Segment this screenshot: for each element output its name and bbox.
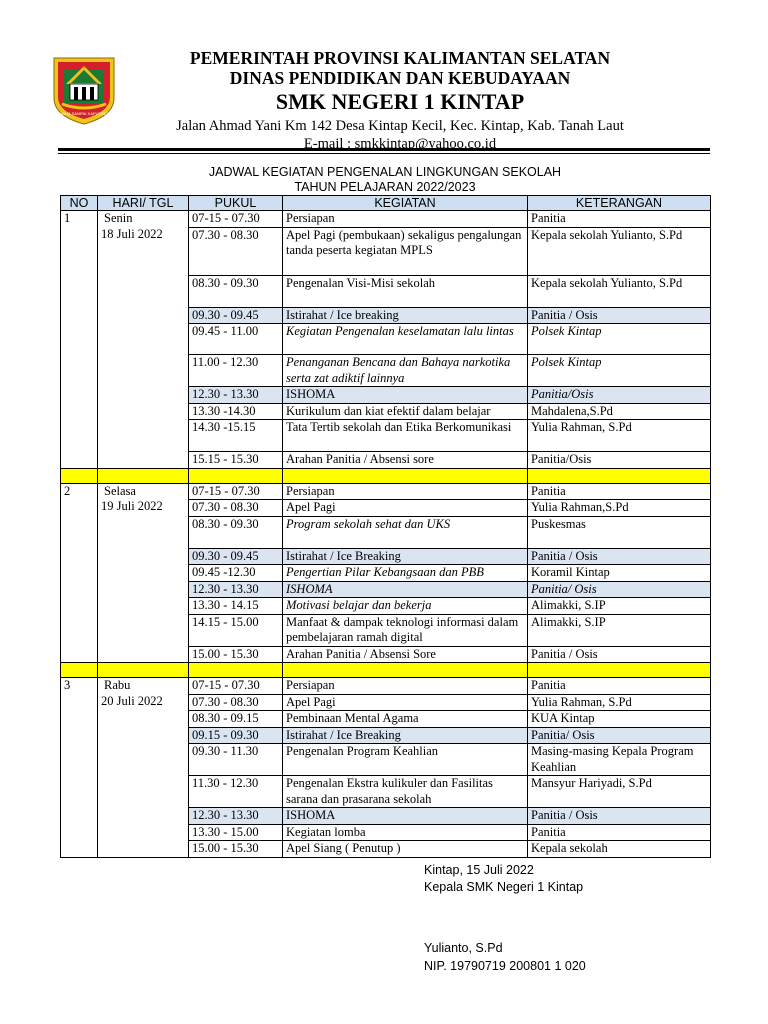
- day-date-cell: [98, 483, 189, 663]
- activity-cell: ISHOMA: [283, 387, 528, 404]
- separator-cell: [528, 663, 711, 678]
- time-cell: 08.30 - 09.30: [189, 516, 283, 548]
- activity-cell: Motivasi belajar dan bekerja: [283, 598, 528, 615]
- time-cell: 07-15 - 07.30: [189, 211, 283, 228]
- time-cell: 14.30 -15.15: [189, 420, 283, 452]
- time-cell: 09.30 - 09.45: [189, 548, 283, 565]
- day-date: 18 Juli 2022: [101, 226, 163, 241]
- activity-cell: Arahan Panitia / Absensi Sore: [283, 646, 528, 663]
- activity-cell: Persiapan: [283, 678, 528, 695]
- separator-cell: [61, 468, 98, 483]
- time-cell: 12.30 - 13.30: [189, 581, 283, 598]
- activity-cell: Kegiatan Pengenalan keselamatan lalu lintas: [283, 324, 528, 355]
- note-cell: KUA Kintap: [528, 711, 711, 728]
- signature-position: Kepala SMK Negeri 1 Kintap: [424, 880, 584, 894]
- signature-name: Yulianto, S.Pd: [424, 941, 503, 955]
- time-cell: 07-15 - 07.30: [189, 483, 283, 500]
- separator-cell: [528, 468, 711, 483]
- time-cell: 09.30 - 09.45: [189, 307, 283, 324]
- header-time: PUKUL: [189, 196, 283, 211]
- activity-cell: Persiapan: [283, 211, 528, 228]
- note-cell: Panitia/ Osis: [528, 727, 711, 744]
- time-cell: 12.30 - 13.30: [189, 387, 283, 404]
- header-no: NO: [61, 196, 98, 211]
- time-cell: 15.00 - 15.30: [189, 841, 283, 858]
- schedule-table: [60, 195, 711, 858]
- activity-cell: Pengenalan Ekstra kulikuler dan Fasilitas sarana dan prasarana sekolah: [283, 776, 528, 808]
- header-day-date: HARI/ TGL: [98, 196, 189, 211]
- note-cell: Polsek Kintap: [528, 324, 711, 355]
- separator-cell: [283, 468, 528, 483]
- emblem-motto: WAJA SAMPAI KAPUTING: [59, 111, 109, 116]
- time-cell: 08.30 - 09.30: [189, 275, 283, 307]
- note-cell: Koramil Kintap: [528, 565, 711, 582]
- table-row: [61, 211, 711, 228]
- note-cell: Panitia / Osis: [528, 548, 711, 565]
- activity-cell: Apel Pagi: [283, 500, 528, 517]
- note-cell: Masing-masing Kepala Program Keahlian: [528, 744, 711, 776]
- time-cell: 14.15 - 15.00: [189, 614, 283, 646]
- letterhead-rule-thin: [58, 153, 710, 154]
- activity-cell: Apel Siang ( Penutup ): [283, 841, 528, 858]
- note-cell: Panitia: [528, 211, 711, 228]
- letterhead-rule-thick: [58, 148, 710, 151]
- time-cell: 07.30 - 08.30: [189, 694, 283, 711]
- separator-cell: [98, 468, 189, 483]
- time-cell: 12.30 - 13.30: [189, 808, 283, 825]
- table-row: [61, 678, 711, 695]
- note-cell: Yulia Rahman,S.Pd: [528, 500, 711, 517]
- header-note: KETERANGAN: [528, 196, 711, 211]
- time-cell: 15.15 - 15.30: [189, 452, 283, 469]
- note-cell: Kepala sekolah: [528, 841, 711, 858]
- header-province: PEMERINTAH PROVINSI KALIMANTAN SELATAN: [189, 48, 611, 68]
- table-header-row: [61, 196, 711, 211]
- time-cell: 09.45 - 11.00: [189, 324, 283, 355]
- activity-cell: Tata Tertib sekolah dan Etika Berkomunikasi: [283, 420, 528, 452]
- title-line-2: TAHUN PELAJARAN 2022/2023: [294, 180, 476, 194]
- activity-cell: Pengertian Pilar Kebangsaan dan PBB: [283, 565, 528, 582]
- time-cell: 07.30 - 08.30: [189, 500, 283, 517]
- provincial-emblem-icon: [50, 54, 118, 126]
- note-cell: Mahdalena,S.Pd: [528, 403, 711, 420]
- day-date: 20 Juli 2022: [101, 693, 163, 708]
- document-title: [60, 165, 710, 195]
- separator-cell: [61, 663, 98, 678]
- note-cell: Alimakki, S.IP: [528, 614, 711, 646]
- day-date: 19 Juli 2022: [101, 499, 163, 513]
- note-cell: Panitia/ Osis: [528, 581, 711, 598]
- activity-cell: Program sekolah sehat dan UKS: [283, 516, 528, 548]
- time-cell: 07.30 - 08.30: [189, 227, 283, 275]
- time-cell: 11.00 - 12.30: [189, 355, 283, 387]
- day-number-cell: 3: [61, 678, 98, 858]
- activity-cell: ISHOMA: [283, 808, 528, 825]
- day-separator-row: [61, 468, 711, 483]
- time-cell: 11.30 - 12.30: [189, 776, 283, 808]
- time-cell: 09.30 - 11.30: [189, 744, 283, 776]
- header-department: DINAS PENDIDIKAN DAN KEBUDAYAAN: [229, 68, 571, 88]
- activity-cell: Pengenalan Program Keahlian: [283, 744, 528, 776]
- title-line-1: JADWAL KEGIATAN PENGENALAN LINGKUNGAN SEKOLAH: [208, 165, 562, 179]
- activity-cell: Kegiatan lomba: [283, 824, 528, 841]
- time-cell: 07-15 - 07.30: [189, 678, 283, 695]
- signature-nip: NIP. 19790719 200801 1 020: [424, 959, 586, 973]
- time-cell: 13.30 - 15.00: [189, 824, 283, 841]
- letterhead: [120, 48, 680, 153]
- separator-cell: [189, 468, 283, 483]
- activity-cell: Istirahat / Ice Breaking: [283, 727, 528, 744]
- header-address: Jalan Ahmad Yani Km 142 Desa Kintap Kecil, Kec. Kintap, Kab. Tanah Laut: [176, 118, 624, 134]
- note-cell: Puskesmas: [528, 516, 711, 548]
- note-cell: Panitia: [528, 824, 711, 841]
- day-date-cell: [98, 211, 189, 469]
- time-cell: 13.30 -14.30: [189, 403, 283, 420]
- activity-cell: Manfaat & dampak teknologi informasi dalam pembelajaran ramah digital: [283, 614, 528, 646]
- day-name: Senin: [104, 211, 133, 225]
- activity-cell: Apel Pagi: [283, 694, 528, 711]
- time-cell: 09.15 - 09.30: [189, 727, 283, 744]
- day-number-cell: 2: [61, 483, 98, 663]
- schedule-body: [61, 211, 711, 858]
- activity-cell: ISHOMA: [283, 581, 528, 598]
- day-separator-row: [61, 663, 711, 678]
- header-email: E-mail : smkkintap@yahoo.co.id: [303, 136, 497, 152]
- day-name: Rabu: [104, 678, 131, 692]
- note-cell: Kepala sekolah Yulianto, S.Pd: [528, 227, 711, 275]
- activity-cell: Istirahat / Ice Breaking: [283, 548, 528, 565]
- activity-cell: Persiapan: [283, 483, 528, 500]
- note-cell: Panitia: [528, 483, 711, 500]
- day-name: Selasa: [104, 483, 136, 498]
- table-row: [61, 483, 711, 500]
- note-cell: Panitia / Osis: [528, 646, 711, 663]
- note-cell: Panitia/Osis: [528, 387, 711, 404]
- activity-cell: Pembinaan Mental Agama: [283, 711, 528, 728]
- note-cell: Panitia / Osis: [528, 307, 711, 324]
- note-cell: Kepala sekolah Yulianto, S.Pd: [528, 275, 711, 307]
- time-cell: 15.00 - 15.30: [189, 646, 283, 663]
- day-number-cell: 1: [61, 211, 98, 469]
- note-cell: Mansyur Hariyadi, S.Pd: [528, 776, 711, 808]
- activity-cell: Kurikulum dan kiat efektif dalam belajar: [283, 403, 528, 420]
- header-activity: KEGIATAN: [283, 196, 528, 211]
- note-cell: Polsek Kintap: [528, 355, 711, 387]
- note-cell: Panitia/Osis: [528, 452, 711, 469]
- separator-cell: [189, 663, 283, 678]
- note-cell: Yulia Rahman, S.Pd: [528, 420, 711, 452]
- time-cell: 13.30 - 14.15: [189, 598, 283, 615]
- activity-cell: Penanganan Bencana dan Bahaya narkotika serta zat adiktif lainnya: [283, 355, 528, 387]
- note-cell: Alimakki, S.IP: [528, 598, 711, 615]
- day-date-cell: [98, 678, 189, 858]
- activity-cell: Arahan Panitia / Absensi sore: [283, 452, 528, 469]
- separator-cell: [98, 663, 189, 678]
- time-cell: 09.45 -12.30: [189, 565, 283, 582]
- separator-cell: [283, 663, 528, 678]
- note-cell: Panitia / Osis: [528, 808, 711, 825]
- activity-cell: Pengenalan Visi-Misi sekolah: [283, 275, 528, 307]
- activity-cell: Apel Pagi (pembukaan) sekaligus pengalungan tanda peserta kegiatan MPLS: [283, 227, 528, 275]
- note-cell: Panitia: [528, 678, 711, 695]
- header-school-name: SMK NEGERI 1 KINTAP: [275, 89, 525, 114]
- signature-place-date: Kintap, 15 Juli 2022: [424, 863, 534, 877]
- activity-cell: Istirahat / Ice breaking: [283, 307, 528, 324]
- note-cell: Yulia Rahman, S.Pd: [528, 694, 711, 711]
- time-cell: 08.30 - 09.15: [189, 711, 283, 728]
